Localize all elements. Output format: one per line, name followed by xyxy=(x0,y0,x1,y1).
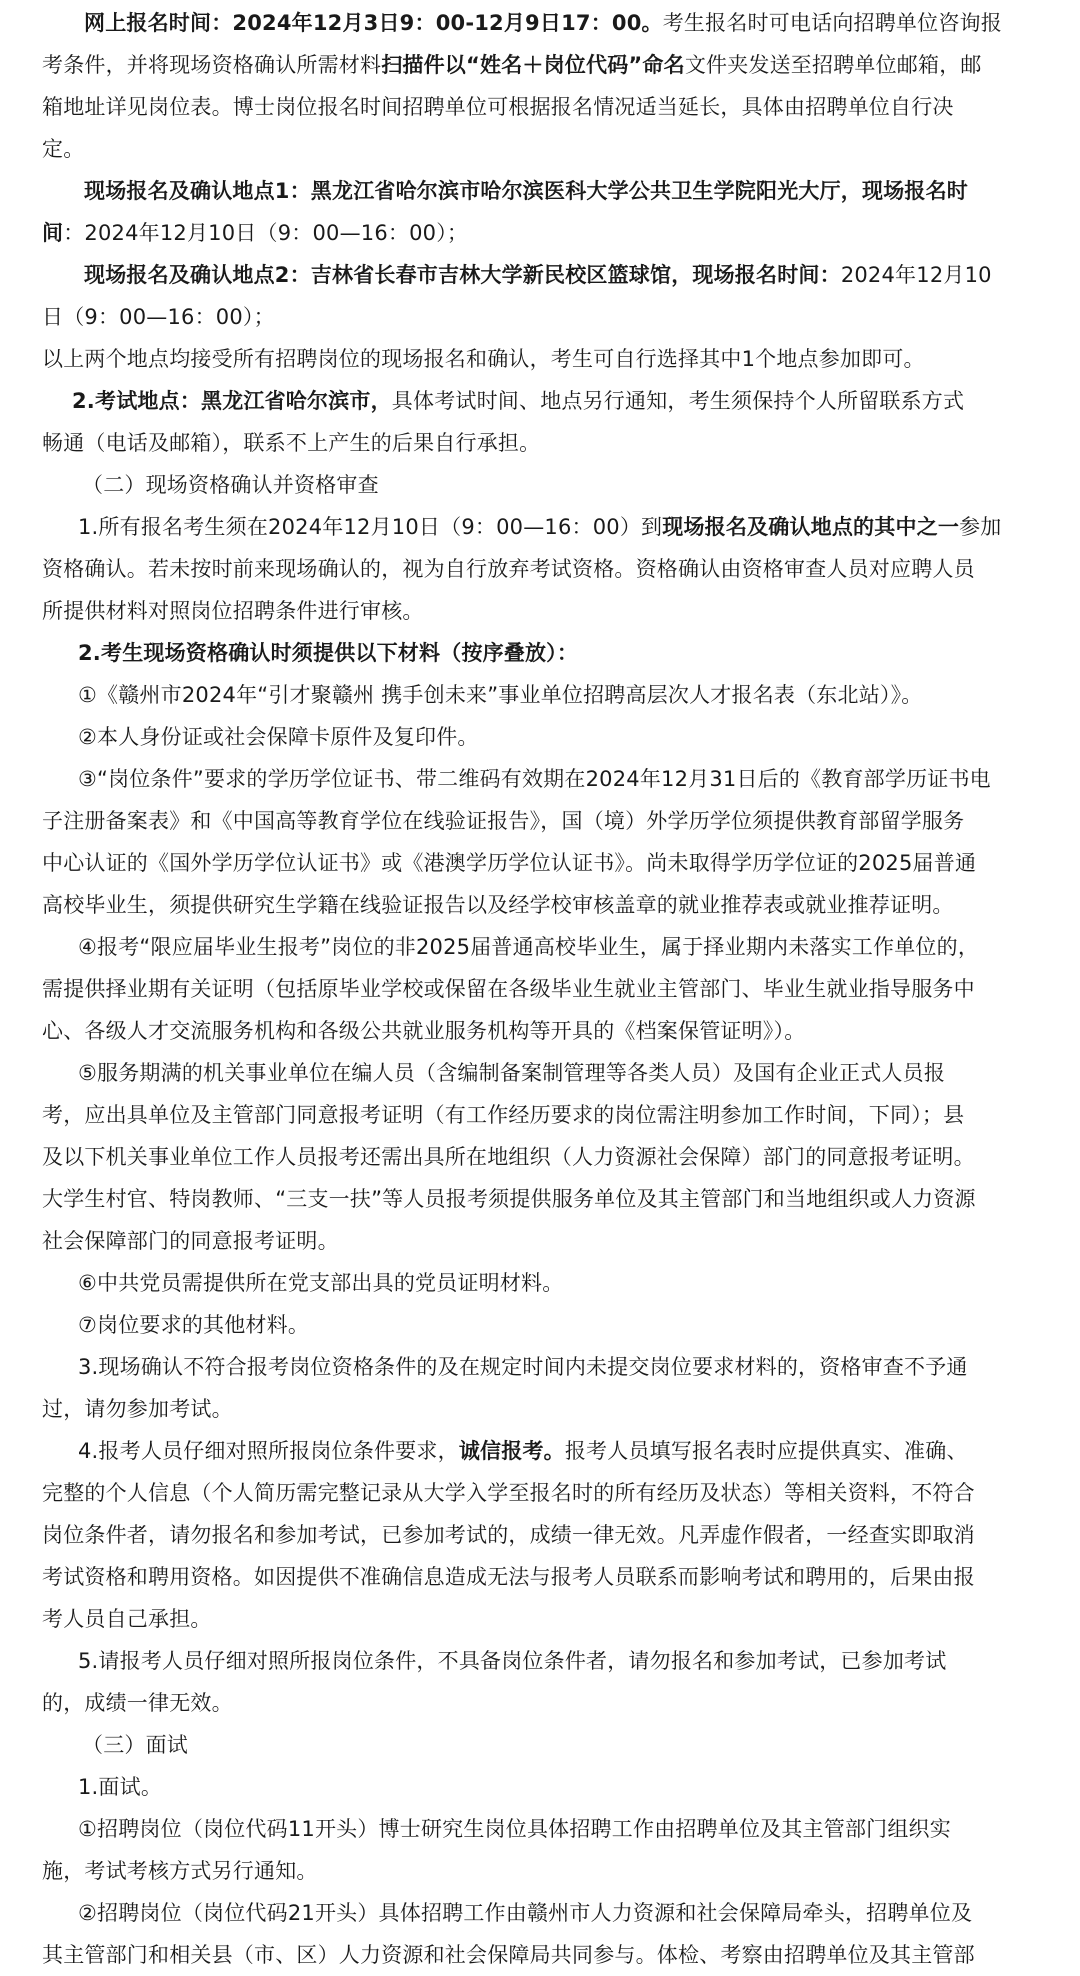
material-2: ②本人身份证或社会保障卡原件及复印件。 xyxy=(78,725,479,749)
exam-location-line-2: 畅通（电话及邮箱），联系不上产生的后果自行承担。 xyxy=(42,431,541,455)
item4-line-2: 完整的个人信息（个人简历需完整记录从大学入学至报名时的所有经历及状态）等相关资料，不符合 xyxy=(42,1481,975,1505)
item2-title: 2.考生现场资格确认时须提供以下材料（按序叠放）： xyxy=(78,641,579,665)
item5-line-1: 5.请报考人员仔细对照所报岗位条件，不具备岗位条件者，请勿报名和参加考试，已参加考试 xyxy=(78,1649,947,1673)
site1-line-1 xyxy=(42,170,1040,212)
material-4-line-3: 心、各级人才交流服务机构和各级公共就业服务机构等开具的《档案保管证明》）。 xyxy=(42,1019,806,1043)
material-5-line-3: 及以下机关事业单位工作人员报考还需出具所在地组织（人力资源社会保障）部门的同意报考证明。 xyxy=(42,1145,975,1169)
material-7: ⑦岗位要求的其他材料。 xyxy=(78,1313,310,1337)
material-4-line-2: 需提供择业期有关证明（包括原毕业学校或保留在各级毕业生就业主管部门、毕业生就业指导服务中 xyxy=(42,977,975,1001)
material-6: ⑥中共党员需提供所在党支部出具的党员证明材料。 xyxy=(78,1271,564,1295)
material-5-line-5: 社会保障部门的同意报考证明。 xyxy=(42,1229,339,1253)
interview-p2-line-2: 其主管部门和相关县（市、区）人力资源和社会保障局共同参与。体检、考察由招聘单位及其主管部 xyxy=(42,1943,975,1967)
item1-line-1: 1.所有报名考生须在2024年12月10日（9：00—16：00）到现场报名及确认地点的其中之一参加 xyxy=(78,515,1002,539)
material-4-line-1: ④报考“限应届毕业生报考”岗位的非2025届普通高校毕业生，属于择业期内未落实工作单位的， xyxy=(78,935,980,959)
online-registration-line-3: 箱地址详见岗位表。博士岗位报名时间招聘单位可根据报名情况适当延长，具体由招聘单位自行决 xyxy=(42,95,954,119)
item4-line-4: 考试资格和聘用资格。如因提供不准确信息造成无法与报考人员联系而影响考试和聘用的，后果由报 xyxy=(42,1565,975,1589)
both-sites-note: 以上两个地点均接受所有招聘岗位的现场报名和确认，考生可自行选择其中1个地点参加即可。 xyxy=(42,347,925,371)
material-1: ①《赣州市2024年“引才聚赣州 携手创未来”事业单位招聘高层次人才报名表（东北站）》。 xyxy=(78,683,923,707)
interview-p2-line-1: ②招聘岗位（岗位代码21开头）具体招聘工作由赣州市人力资源和社会保障局牵头，招聘单位及 xyxy=(78,1901,973,1925)
interview-p1-line-1: ①招聘岗位（岗位代码11开头）博士研究生岗位具体招聘工作由招聘单位及其主管部门组织实 xyxy=(78,1817,951,1841)
item4-line-3: 岗位条件者，请勿报名和参加考试，已参加考试的，成绩一律无效。凡弄虚作假者，一经查实即取消 xyxy=(42,1523,975,1547)
item1-line-2: 资格确认。若未按时前来现场确认的，视为自行放弃考试资格。资格确认由资格审查人员对应聘人员 xyxy=(42,557,975,581)
item4-line-5: 考人员自己承担。 xyxy=(42,1607,212,1631)
interview-p1-line-2: 施，考试考核方式另行通知。 xyxy=(42,1859,318,1883)
material-5-line-1: ⑤服务期满的机关事业单位在编人员（含编制备案制管理等各类人员）及国有企业正式人员报 xyxy=(78,1061,946,1085)
online-registration-line-2: 考条件，并将现场资格确认所需材料扫描件以“姓名＋岗位代码”命名文件夹发送至招聘单位邮箱，邮 xyxy=(42,53,982,77)
site1-label: 现场报名及确认地点1：黑龙江省哈尔滨市哈尔滨医科大学公共卫生学院阳光大厅，现场报名时 xyxy=(84,179,969,203)
site1-line-2: 间：2024年12月10日（9：00—16：00）； xyxy=(42,221,469,245)
material-3-line-3: 中心认证的《国外学历学位认证书》或《港澳学历学位认证书》。尚未取得学历学位证的2025届普通 xyxy=(42,851,977,875)
material-5-line-4: 大学生村官、特岗教师、“三支一扶”等人员报考须提供服务单位及其主管部门和当地组织或人力资源 xyxy=(42,1187,976,1211)
item1-line-3: 所提供材料对照岗位招聘条件进行审核。 xyxy=(42,599,424,623)
exam-location-line-1: 2.考试地点：黑龙江省哈尔滨市，具体考试时间、地点另行通知，考生须保持个人所留联系方式 xyxy=(72,389,965,413)
material-5-line-2: 考，应出具单位及主管部门同意报考证明（有工作经历要求的岗位需注明参加工作时间，下同）；县 xyxy=(42,1103,965,1127)
section3-title: （三）面试 xyxy=(82,1733,188,1757)
material-3-line-4: 高校毕业生，须提供研究生学籍在线验证报告以及经学校审核盖章的就业推荐表或就业推荐证明。 xyxy=(42,893,954,917)
material-3-line-1: ③“岗位条件”要求的学历学位证书、带二维码有效期在2024年12月31日后的《教育部学历证书电 xyxy=(78,767,991,791)
exam-location-label: 2.考试地点：黑龙江省哈尔滨市， xyxy=(72,389,392,413)
site2-line-2: 日（9：00—16：00）； xyxy=(42,305,275,329)
online-registration-label: 网上报名时间：2024年12月3日9：00-12月9日17：00。 xyxy=(84,11,663,35)
site2-label: 现场报名及确认地点2：吉林省长春市吉林大学新民校区篮球馆，现场报名时间： xyxy=(84,263,841,287)
site2-line-1: 现场报名及确认地点2：吉林省长春市吉林大学新民校区篮球馆，现场报名时间：2024年12月10 xyxy=(84,263,992,287)
item4-line-1: 4.报考人员仔细对照所报岗位条件要求，诚信报考。报考人员填写报名表时应提供真实、准确、 xyxy=(78,1439,968,1463)
item5-line-2: 的，成绩一律无效。 xyxy=(42,1691,233,1715)
online-registration-line-1: 网上报名时间：2024年12月3日9：00-12月9日17：00。考生报名时可电话向招聘单位咨询报 xyxy=(84,11,1002,35)
item3-line-1: 3.现场确认不符合报考岗位资格条件的及在规定时间内未提交岗位要求材料的，资格审查不予通 xyxy=(78,1355,968,1379)
item3-line-2: 过，请勿参加考试。 xyxy=(42,1397,233,1421)
interview-title: 1.面试。 xyxy=(78,1775,163,1799)
material-3-line-2: 子注册备案表》和《中国高等教育学位在线验证报告》，国（境）外学历学位须提供教育部留学服务 xyxy=(42,809,965,833)
online-registration-line-4: 定。 xyxy=(42,137,85,161)
section2-title: （二）现场资格确认并资格审查 xyxy=(82,473,379,497)
